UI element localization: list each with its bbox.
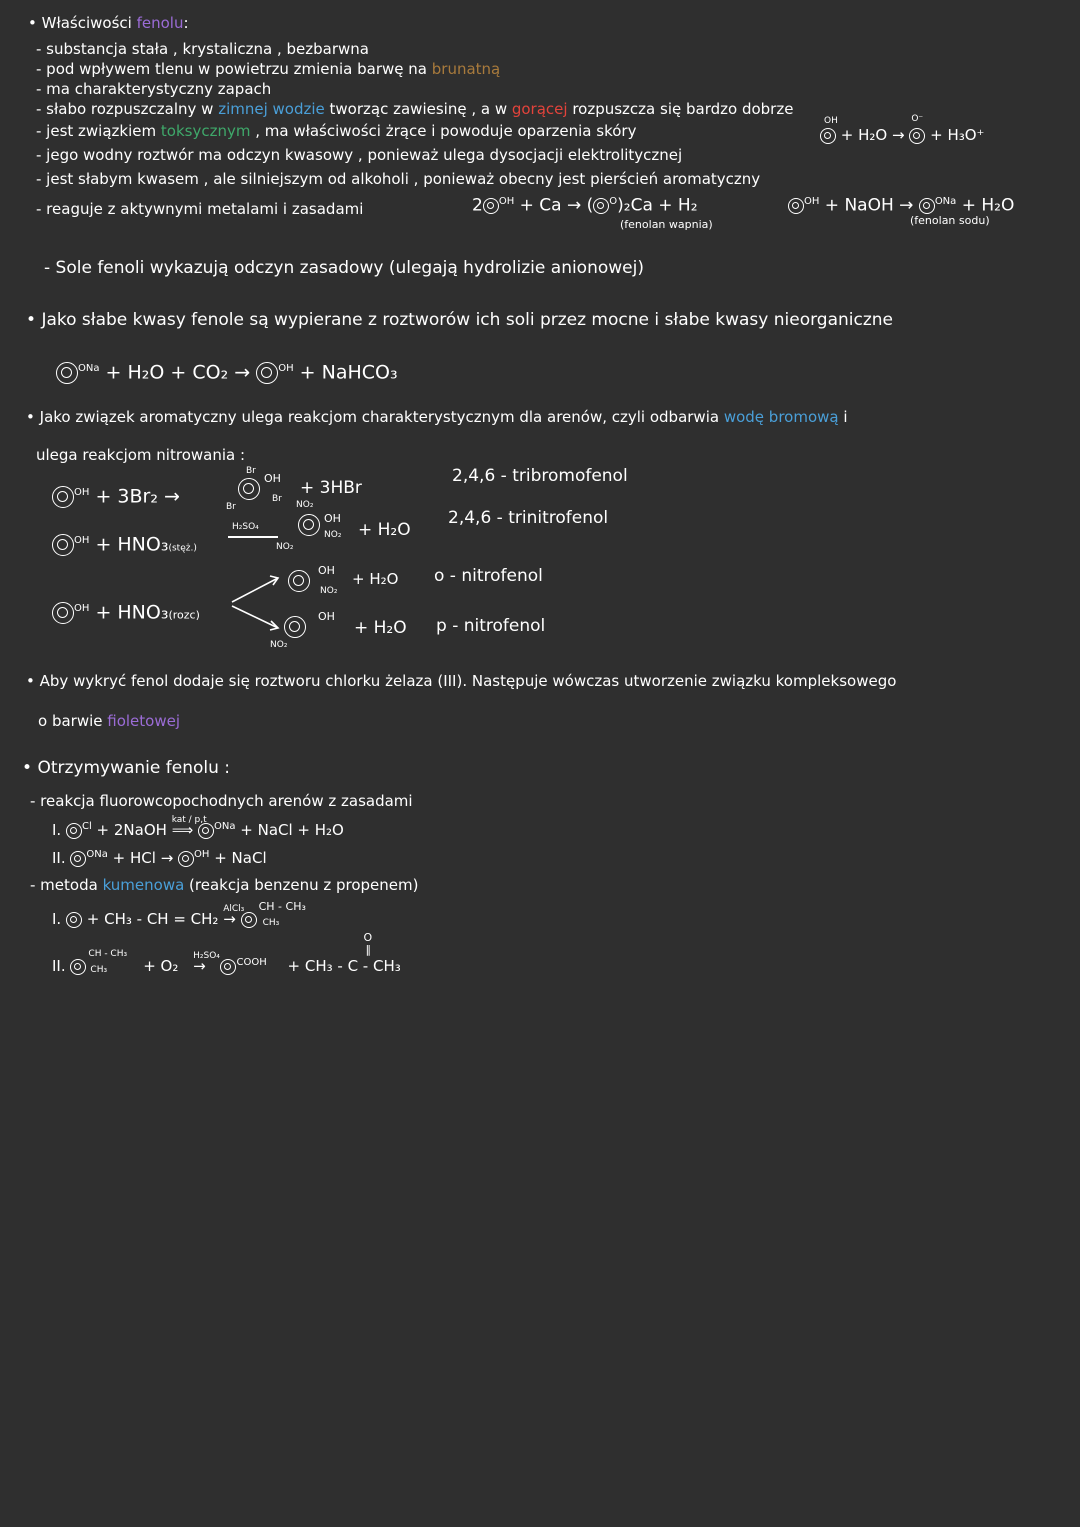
- benzene-ring-icon: [52, 486, 74, 508]
- reagent: + O₂: [143, 957, 179, 975]
- reagent-note: (stęż.): [168, 543, 197, 554]
- aromatic-suffix: i: [838, 408, 848, 426]
- benzene-ring-icon: [198, 823, 214, 839]
- property-4-prefix: - słabo rozpuszczalny w: [36, 100, 219, 118]
- step-label: I.: [52, 910, 62, 928]
- property-4: [36, 100, 793, 118]
- property-1: - substancja stała , krystaliczna , bezbarwna: [36, 40, 369, 58]
- property-5-prefix: - jest związkiem: [36, 122, 161, 140]
- section1-title: [28, 14, 189, 32]
- hydronium: + H₃O⁺: [930, 126, 985, 144]
- bullet: •: [22, 758, 33, 778]
- title-suffix: :: [183, 14, 189, 32]
- cumene-method: kumenowa: [102, 876, 185, 894]
- oh-label: OH: [74, 603, 90, 614]
- bullet: •: [26, 310, 37, 330]
- catalyst: AlCl₃: [223, 904, 245, 914]
- violet-color: fioletowej: [107, 712, 181, 730]
- trinitrophenol-name: 2,4,6 - trinitrofenol: [448, 508, 609, 528]
- property-6: - jego wodny roztwór ma odczyn kwasowy , ponieważ ulega dysocjacji elektrolitycznej: [36, 146, 683, 164]
- salts-note: - Sole fenoli wykazują odczyn zasadowy (ulegają hydrolizie anionowej): [44, 258, 644, 278]
- property-4-mid: tworząc zawiesinę , a w: [324, 100, 512, 118]
- method2-prefix: - metoda: [30, 876, 103, 894]
- ona-label: ONa: [934, 196, 957, 207]
- br-left: Br: [226, 502, 236, 512]
- title-word: fenolu: [136, 14, 184, 32]
- trinitrophenol-structure: [276, 500, 356, 556]
- benzene-ring-icon: [788, 198, 804, 214]
- method2-suffix: (reakcja benzenu z propenem): [184, 876, 419, 894]
- bromine-water: wodę bromową: [723, 408, 839, 426]
- reagent: + 3Br₂ →: [95, 485, 180, 508]
- oh-label: OH: [74, 535, 90, 546]
- bullet: •: [26, 408, 35, 426]
- reaction-nitration-conc: [52, 530, 197, 559]
- section5-title: [22, 758, 230, 778]
- oh-label: OH: [264, 472, 281, 485]
- reaction-arrow: [228, 536, 278, 538]
- reagent: + HNO₃: [95, 601, 169, 624]
- benzene-ring-icon: [178, 851, 194, 867]
- carbonyl-o: O: [363, 931, 373, 944]
- reaction-naoh: [788, 192, 1014, 216]
- arrow: →: [223, 910, 236, 928]
- oh-label: OH: [194, 849, 210, 860]
- ona-label: ONa: [78, 363, 100, 374]
- br-right: Br: [272, 494, 282, 504]
- benzene-ring-icon: [52, 534, 74, 556]
- products: + NaCl + H₂O: [240, 821, 344, 839]
- no2-label: NO₂: [270, 640, 288, 650]
- benzene-ring-icon: [238, 478, 260, 500]
- property-5-suffix: , ma właściwości żrące i powoduje oparzenia skóry: [250, 122, 637, 140]
- property-2-color: brunatną: [431, 60, 501, 78]
- arrow: →: [193, 957, 206, 975]
- property-7: - jest słabym kwasem , ale silniejszym od alkoholi , ponieważ obecny jest pierścień aromatyczny: [36, 170, 761, 188]
- reaction-calcium: 2 $^{OH}$ + Ca → ( $^O$)₂Ca + H₂: [472, 195, 698, 216]
- oh-label: OH: [324, 512, 341, 525]
- method1: - reakcja fluorowcopochodnych arenów z zasadami: [30, 792, 413, 810]
- oh-label: OH: [74, 487, 90, 498]
- catalyst-label: H₂SO₄: [232, 522, 259, 532]
- hbr-byproduct: + 3HBr: [300, 478, 362, 498]
- benzene-ring-icon: [593, 198, 609, 214]
- m2-step1: [52, 900, 306, 928]
- method2: [30, 876, 419, 894]
- br-top: Br: [246, 466, 256, 476]
- no2-right: NO₂: [324, 530, 342, 540]
- benzene-ring-icon: [288, 570, 310, 592]
- title-prefix: Właściwości: [41, 14, 137, 32]
- o-nitrophenol-structure: [288, 564, 358, 604]
- reagent-note: (rozc): [168, 608, 200, 622]
- reagent: + CH₃ - CH = CH₂: [86, 910, 219, 928]
- reagent: + HNO₃: [95, 533, 169, 556]
- bullet: •: [28, 14, 37, 32]
- ona-label: ONa: [86, 849, 108, 860]
- o-minus-label: O⁻: [911, 114, 924, 124]
- no2-label: NO₂: [320, 586, 338, 596]
- property-5: [36, 122, 636, 140]
- reagent: + NaOH →: [824, 195, 914, 216]
- oh-label: OH: [318, 564, 335, 577]
- property-8: - reaguje z aktywnymi metalami i zasadami: [36, 200, 364, 218]
- property-4-suffix: rozpuszcza się bardzo dobrze: [567, 100, 794, 118]
- benzene-ring-icon: [70, 851, 86, 867]
- ona-label: ONa: [214, 821, 236, 832]
- cl-label: Cl: [81, 821, 92, 832]
- reaction-nitration-dil: [52, 598, 200, 626]
- property-2-text: - pod wpływem tlenu w powietrzu zmienia barwę na: [36, 60, 432, 78]
- methyl-group: CH₃: [262, 918, 280, 928]
- m2-step2: [52, 931, 401, 975]
- weak-acid-text: Jako słabe kwasy fenole są wypierane z roztworów ich soli przez mocne i słabe kwasy nieorganiczne: [41, 310, 894, 330]
- benzene-ring-icon: [820, 128, 836, 144]
- dissociation-reagents: + H₂O →: [840, 126, 905, 144]
- section3-line1: [26, 408, 848, 426]
- property-4-cold: zimnej wodzie: [218, 100, 325, 118]
- isopropyl-group: CH - CH₃: [258, 900, 306, 913]
- benzene-ring-icon: [483, 198, 499, 214]
- benzene-ring-icon: [919, 198, 935, 214]
- color-prefix: o barwie: [38, 712, 108, 730]
- sodium-phenolate-label: (fenolan sodu): [910, 214, 990, 227]
- methyl-group: CH₃: [90, 965, 108, 975]
- benzene-ring-icon: [241, 912, 257, 928]
- benzene-ring-icon: [298, 514, 320, 536]
- m1-step2: [52, 846, 267, 867]
- reagents: + H₂O + CO₂ →: [105, 361, 251, 384]
- reagent: + HCl →: [112, 849, 174, 867]
- acetone: + CH₃ - C - CH₃: [287, 957, 401, 975]
- step-label: II.: [52, 849, 66, 867]
- water-byproduct: + H₂O: [358, 520, 411, 540]
- step-label: I.: [52, 821, 62, 839]
- section3-line2: ulega reakcjom nitrowania :: [36, 446, 246, 464]
- product: COOH: [236, 957, 267, 968]
- p-nitrophenol-structure: [268, 608, 348, 654]
- no2-bottom: NO₂: [276, 542, 294, 552]
- o-label: O: [609, 196, 618, 207]
- benzene-ring-icon: [284, 616, 306, 638]
- benzene-ring-icon: [56, 362, 78, 384]
- double-bond: ‖: [365, 943, 372, 956]
- oh-label: OH: [318, 610, 335, 623]
- property-4-hot: gorącej: [511, 100, 568, 118]
- property-3: - ma charakterystyczny zapach: [36, 80, 272, 98]
- dissociation-equation: [820, 114, 985, 144]
- o-nitrophenol-name: o - nitrofenol: [434, 566, 543, 586]
- property-2: [36, 60, 500, 78]
- benzene-ring-icon: [220, 959, 236, 975]
- p-nitro-water: + H₂O: [354, 618, 407, 638]
- calcium-phenolate-label: (fenolan wapnia): [620, 218, 713, 231]
- product: )₂Ca + H₂: [617, 195, 698, 216]
- benzene-ring-icon: [70, 959, 86, 975]
- p-nitrophenol-name: p - nitrofenol: [436, 616, 546, 636]
- section4-line2: [38, 712, 180, 730]
- step-label: II.: [52, 957, 66, 975]
- oh-label: OH: [278, 363, 294, 374]
- reagent: + Ca →: [519, 195, 582, 216]
- benzene-ring-icon: [66, 823, 82, 839]
- benzene-ring-icon: [52, 602, 74, 624]
- water: + H₂O: [961, 195, 1015, 216]
- benzene-ring-icon: [256, 362, 278, 384]
- preparation-title: Otrzymywanie fenolu :: [37, 758, 231, 778]
- detection-text: Aby wykryć fenol dodaje się roztworu chlorku żelaza (III). Następuje wówczas utworzenie związku kompleksowego: [39, 672, 897, 690]
- arrow: ⟹: [171, 821, 194, 839]
- benzene-ring-icon: [909, 128, 925, 144]
- no2-top: NO₂: [296, 500, 314, 510]
- product: + NaHCO₃: [299, 361, 398, 384]
- section4-line1: [26, 672, 896, 690]
- coefficient: 2: [472, 195, 483, 216]
- m1-step1: [52, 815, 344, 839]
- bullet: •: [26, 672, 35, 690]
- oh-label: OH: [498, 196, 515, 207]
- section2-text: [26, 310, 893, 330]
- reaction-bromination: [52, 482, 180, 508]
- isopropyl-group: CH - CH₃: [88, 949, 128, 959]
- property-5-toxic: toksycznym: [160, 122, 251, 140]
- oh-label: OH: [824, 116, 838, 126]
- conditions: kat / p,t: [171, 815, 207, 825]
- oh-label: OH: [804, 196, 820, 207]
- products: + NaCl: [214, 849, 267, 867]
- aromatic-text: Jako związek aromatyczny ulega reakcjom charakterystycznym dla arenów, czyli odbarwia: [39, 408, 724, 426]
- reaction-co2: [56, 358, 398, 384]
- benzene-ring-icon: [66, 912, 82, 928]
- tribromophenol-name: 2,4,6 - tribromofenol: [452, 466, 628, 486]
- catalyst: H₂SO₄: [193, 951, 220, 961]
- o-nitro-water: + H₂O: [352, 570, 399, 588]
- reagent: + 2NaOH: [96, 821, 167, 839]
